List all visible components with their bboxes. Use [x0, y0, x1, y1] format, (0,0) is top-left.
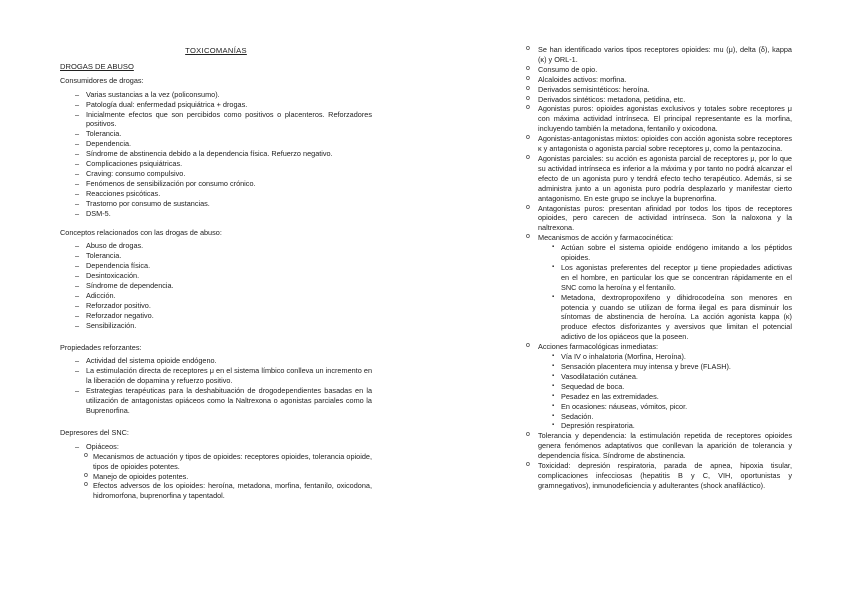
list-item: ▪ Metadona, dextropropoxifeno y dihidrocodeína son menores en potencia y cuando se utilizan de forma ilegal es para disminuir los síntomas de abstinencia de heroína. La acción agonista kappa (κ) produce efectos disforizantes y aversivos que limitan el potencial adictivo de los opiáceos que la poseen.	[524, 293, 792, 343]
list-item: o Antagonistas puros: presentan afinidad por todos los tipos de receptores opioides, pero carecen de actividad intrínseca. Son la naloxona y la naltrexona.	[524, 204, 792, 234]
list-item: – Estrategias terapéuticas para la deshabituación de drogodependientes basadas en la utilización de antagonistas opiáceos como la Naltrexona o agonistas parciales como la Buprenorfina.	[60, 386, 372, 416]
list-item: ▪ Los agonistas preferentes del receptor μ tiene propiedades adictivas en el hombre, en particular los que se concentran rápidamente en el SNC como la heroína y el fentanilo.	[524, 263, 792, 293]
list-item: o Toxicidad: depresión respiratoria, parada de apnea, hipoxia tisular, complicaciones infecciosas (hepatitis B y C, VIH, oportunistas y gramnegativos), inmunodeficiencia y adulterantes (shock anafiláctico).	[524, 461, 792, 491]
list-item: ▪ Pesadez en las extremidades.	[524, 392, 792, 402]
list-item: – Reforzador negativo.	[60, 311, 372, 321]
list-item: o Alcaloides activos: morfina.	[524, 75, 792, 85]
list-item: ▪ Sedación.	[524, 412, 792, 422]
list-item: ▪ Vasodilatación cutánea.	[524, 372, 792, 382]
list-item: o Agonistas-antagonistas mixtos: opioides con acción agonista sobre receptores κ y antagonista o agonista parcial sobre receptores μ, como la pentazocina.	[524, 134, 792, 154]
list-item: ▪ Actúan sobre el sistema opioide endógeno imitando a los péptidos opioides.	[524, 243, 792, 263]
list-item: – Fenómenos de sensibilización por consumo crónico.	[60, 179, 372, 189]
list-item: ▪ Depresión respiratoria.	[524, 421, 792, 431]
list-item: o Se han identificado varios tipos receptores opioides: mu (μ), delta (δ), kappa (κ) y ORL-1.	[524, 45, 792, 65]
list-item: ▪ Sequedad de boca.	[524, 382, 792, 392]
acciones-label: Acciones farmacológicas inmediatas:	[538, 342, 659, 352]
list-item: – Trastorno por consumo de sustancias.	[60, 199, 372, 209]
section-title: DROGAS DE ABUSO	[60, 61, 134, 71]
list-item: ▪ Vía IV o inhalatoria (Morfina, Heroína).	[524, 352, 792, 362]
list-item: o Mecanismos de actuación y tipos de opioides: receptores opioides, tolerancia opioide, tipos de opioides potentes.	[60, 452, 372, 472]
list-item: – Desintoxicación.	[60, 271, 372, 281]
list-item	[60, 442, 372, 501]
list-item: – Síndrome de abstinencia debido a la dependencia física. Refuerzo negativo.	[60, 149, 372, 159]
list-item: o Efectos adversos de los opioides: heroína, metadona, morfina, fentanilo, oxicodona, hidromorfona, buprenorfina y tapentadol.	[60, 481, 372, 501]
depresores-heading: Depresores del SNC:	[60, 427, 129, 437]
list-item: – Craving: consumo compulsivo.	[60, 169, 372, 179]
propiedades-heading: Propiedades reforzantes:	[60, 342, 142, 352]
list-item: – Tolerancia.	[60, 129, 372, 139]
list-item: o Manejo de opioides potentes.	[60, 472, 372, 482]
list-item: – DSM-5.	[60, 209, 372, 219]
list-item: o Agonistas parciales: su acción es agonista parcial de receptores μ, por lo que su actividad intrínseca es inferior a la máxima y por tanto no podrá alcanzar el efecto de un agonista puro y tendrá efecto techo terapéutico. Además, si se administra junto a un agonista puro podría desplazarlo y manifestar cierto antagonismo. En este grupo se incluye la buprenorfina.	[524, 154, 792, 204]
list-item: – Varias sustancias a la vez (policonsumo).	[60, 90, 372, 100]
right-page	[524, 45, 792, 600]
list-item: ▪ Sensación placentera muy intensa y breve (FLASH).	[524, 362, 792, 372]
list-item	[524, 342, 792, 431]
consumidores-list	[60, 90, 372, 219]
list-item: – Dependencia.	[60, 139, 372, 149]
list-item: o Agonistas puros: opioides agonistas exclusivos y totales sobre receptores μ con máxima actividad intrínseca. El principal representante es la morfina, incluyendo también la metadona, fentanilo y oxicodona.	[524, 104, 792, 134]
list-item: – Reforzador positivo.	[60, 301, 372, 311]
opioides-list	[524, 45, 792, 491]
list-item: – La estimulación directa de receptores μ en el sistema límbico conlleva un incremento en la liberación de dopamina y refuerzo positivo.	[60, 366, 372, 386]
list-item	[524, 233, 792, 342]
list-item: – Inicialmente efectos que son percibidos como positivos o placenteros. Reforzadores positivos.	[60, 110, 372, 130]
mecanismos-label: Mecanismos de acción y farmacocinética:	[538, 233, 674, 243]
list-item: – Complicaciones psiquiátricas.	[60, 159, 372, 169]
acciones-sublist	[524, 352, 792, 431]
opiaceos-sublist	[60, 452, 372, 502]
list-item: ▪ En ocasiones: náuseas, vómitos, picor.	[524, 402, 792, 412]
list-item: – Síndrome de dependencia.	[60, 281, 372, 291]
list-item: o Derivados sintéticos: metadona, petidina, etc.	[524, 95, 792, 105]
list-item: – Adicción.	[60, 291, 372, 301]
depresores-list	[60, 442, 372, 501]
mecanismos-sublist	[524, 243, 792, 342]
list-item: o Tolerancia y dependencia: la estimulación repetida de receptores opioides genera fenómenos adaptativos que conllevan la aparición de tolerancia y dependencia física. Síndrome de abstinencia.	[524, 431, 792, 461]
list-item: – Actividad del sistema opioide endógeno.	[60, 356, 372, 366]
list-item: – Patología dual: enfermedad psiquiátrica + drogas.	[60, 100, 372, 110]
propiedades-list	[60, 356, 372, 415]
list-item: – Sensibilización.	[60, 321, 372, 331]
list-item: – Reacciones psicóticas.	[60, 189, 372, 199]
list-item: o Consumo de opio.	[524, 65, 792, 75]
list-item: – Abuso de drogas.	[60, 241, 372, 251]
conceptos-heading: Conceptos relacionados con las drogas de abuso:	[60, 227, 222, 237]
list-item: – Dependencia física.	[60, 261, 372, 271]
list-item: o Derivados semisintéticos: heroína.	[524, 85, 792, 95]
left-page	[60, 46, 372, 600]
consumidores-heading: Consumidores de drogas:	[60, 75, 144, 85]
conceptos-list	[60, 241, 372, 330]
list-item: – Tolerancia.	[60, 251, 372, 261]
opiaceos-label: Opiáceos:	[86, 441, 119, 451]
document-title: TOXICOMANÍAS	[185, 46, 247, 55]
